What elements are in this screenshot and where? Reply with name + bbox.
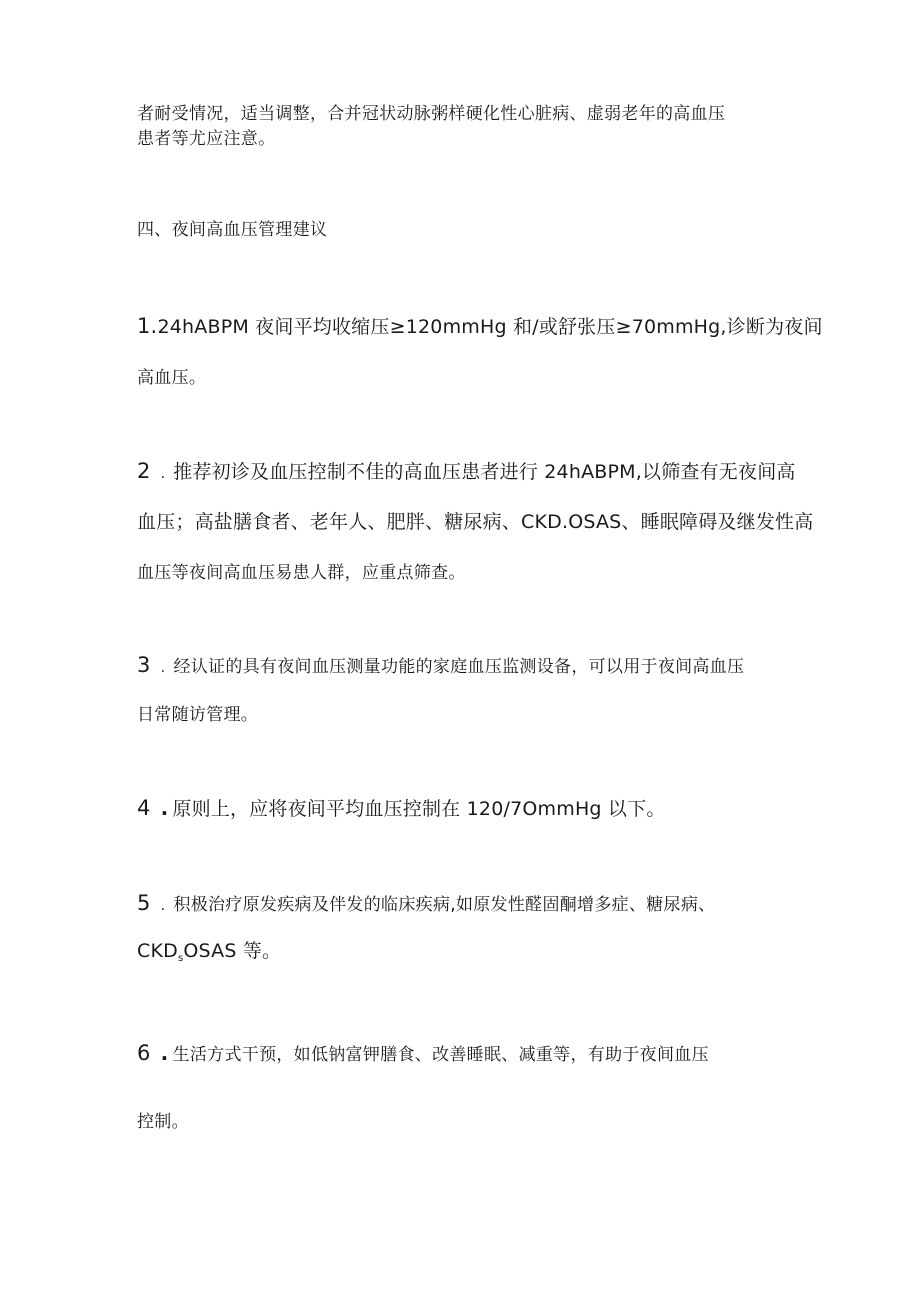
item-5-ckd: CKD bbox=[137, 940, 178, 962]
intro-line-2: 患者等尤应注意。 bbox=[137, 129, 276, 149]
item-2-line-1 bbox=[137, 459, 796, 486]
item-5-line-2 bbox=[137, 939, 281, 971]
item-6-line-2: 控制。 bbox=[137, 1112, 189, 1132]
item-5-subscript: s bbox=[177, 953, 184, 964]
item-4-separator: . bbox=[160, 796, 169, 820]
item-5-separator: . bbox=[160, 898, 166, 914]
item-3-text: 经认证的具有夜间血压测量功能的家庭血压监测设备，可以用于夜间高血压 bbox=[173, 657, 745, 677]
item-6-line-1 bbox=[137, 1041, 709, 1067]
item-1-line-2: 高血压。 bbox=[137, 368, 207, 388]
item-1-line-1 bbox=[137, 314, 823, 339]
item-3-line-1 bbox=[137, 653, 744, 680]
item-5-number: 5 bbox=[137, 891, 151, 915]
item-4-line-1 bbox=[137, 796, 666, 821]
item-3-separator: . bbox=[160, 660, 166, 676]
item-4-number: 4 bbox=[137, 796, 151, 820]
item-3-number: 3 bbox=[137, 653, 151, 677]
item-2-separator: . bbox=[160, 466, 166, 482]
item-5-line-1 bbox=[137, 891, 715, 918]
item-5-text: 积极治疗原发疾病及伴发的临床疾病,如原发性醛固酮增多症、糖尿病、 bbox=[173, 895, 716, 915]
section-heading: 四、夜间高血压管理建议 bbox=[137, 220, 328, 240]
item-2-text: 推荐初诊及血压控制不佳的高血压患者进行 24hABPM,以筛查有无夜间高 bbox=[173, 461, 796, 483]
item-2-line-2: 血压；高盐膳食者、老年人、肥胖、糖尿病、CKD.OSAS、睡眠障碍及继发性高 bbox=[137, 511, 814, 533]
item-6-text: 生活方式干预，如低钠富钾膳食、改善睡眠、减重等，有助于夜间血压 bbox=[172, 1045, 709, 1065]
item-6-separator: . bbox=[160, 1041, 169, 1065]
item-2-line-3: 血压等夜间高血压易患人群，应重点筛查。 bbox=[137, 563, 466, 583]
item-5-osas: OSAS 等。 bbox=[183, 940, 282, 962]
item-2-number: 2 bbox=[137, 459, 151, 483]
item-4-text: 原则上，应将夜间平均血压控制在 120/7OmmHg 以下。 bbox=[172, 798, 666, 820]
item-1-text: 24hABPM 夜间平均收缩压≥120mmHg 和/或舒张压≥70mmHg,诊断为夜间 bbox=[157, 316, 823, 338]
intro-line-1: 者耐受情况，适当调整，合并冠状动脉粥样硬化性心脏病、虚弱老年的高血压 bbox=[137, 104, 726, 124]
item-1-number: 1. bbox=[137, 314, 158, 338]
item-6-number: 6 bbox=[137, 1041, 151, 1065]
item-3-line-2: 日常随访管理。 bbox=[137, 705, 259, 725]
